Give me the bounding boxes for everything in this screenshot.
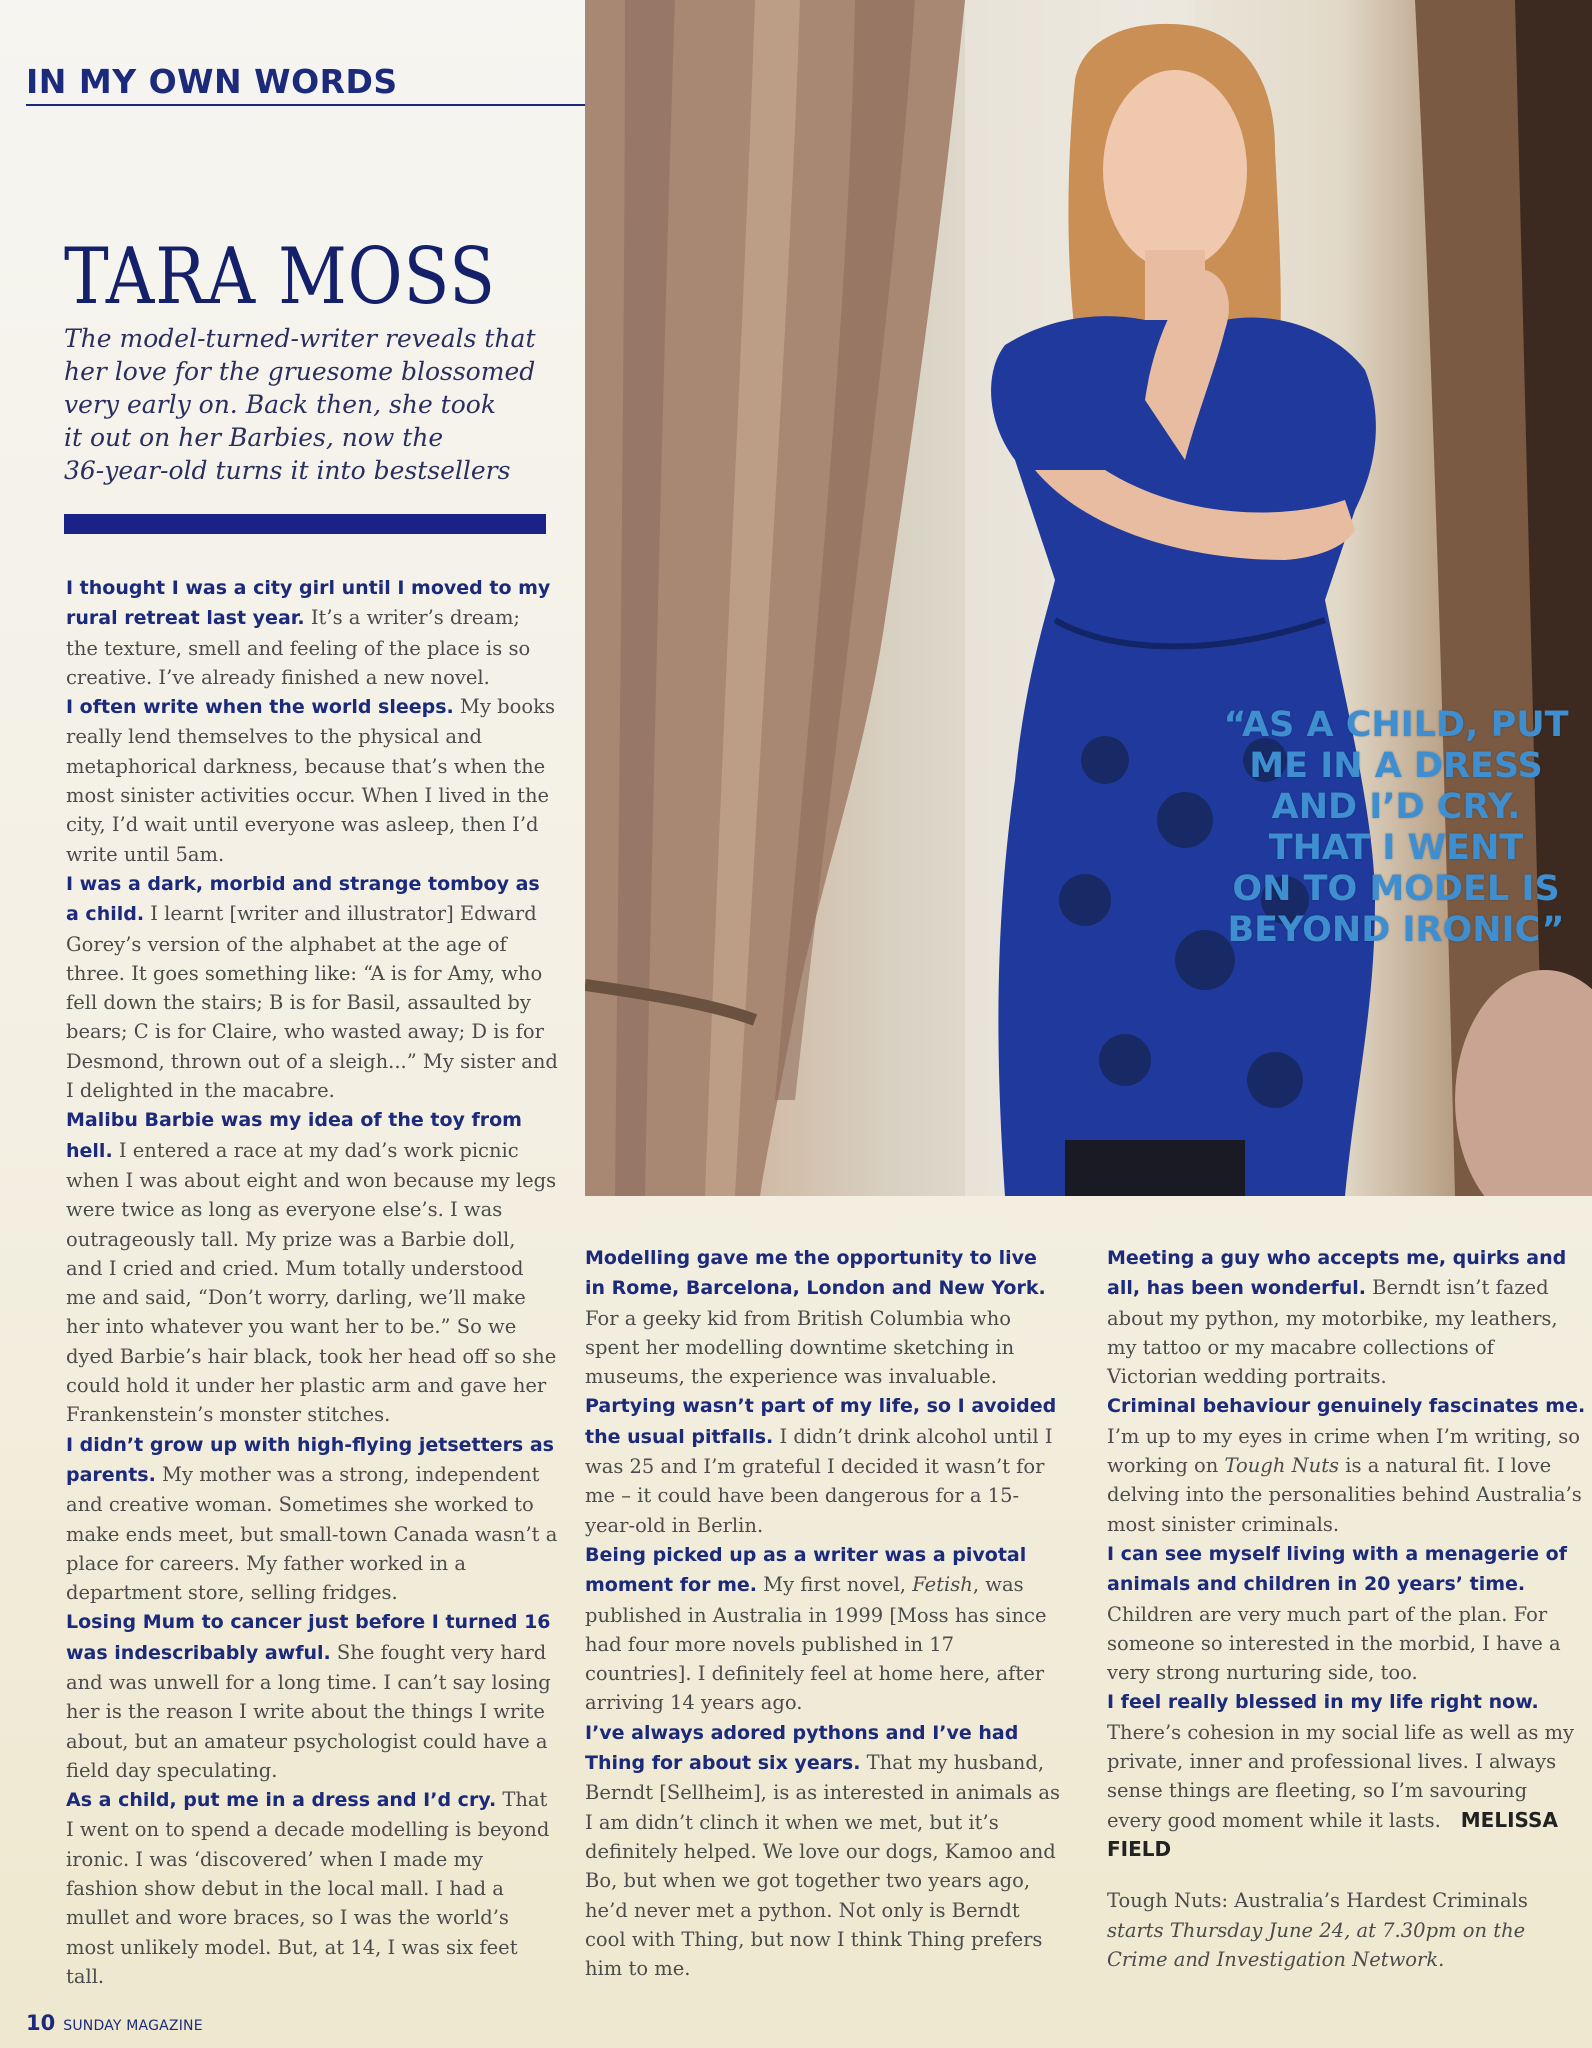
standfirst-line: it out on her Barbies, now the [64, 423, 444, 452]
paragraph-text: She fought very hard and was unwell for a long time. I can’t say losing her is the reason I write about the things I write about, but an amateur psychologist could have a field day speculating. [66, 1640, 551, 1782]
pull-quote-line: AND I’D CRY. [1271, 787, 1521, 827]
paragraph-text: There’s cohesion in my social life as well as my private, inner and professional lives. I always sense things are fleeting, so I’m savouring every good moment while it lasts. [1107, 1720, 1575, 1832]
tv-show-name: Tough Nuts: Australia’s Hardest Criminals [1107, 1889, 1528, 1913]
paragraph-lead: I was a dark, morbid and strange tomboy as a child. [66, 872, 540, 926]
pull-quote-line: BEYOND IRONIC” [1227, 910, 1565, 950]
paragraph-text: My books really lend themselves to the physical and metaphorical darkness, because that’s when the most sinister activities occur. When I lived in the city, I’d wait until everyone was asleep, then I’d write until 5am. [66, 695, 555, 866]
paragraph-text: It’s a writer’s dream; the texture, smell and feeling of the place is so creative. I’ve already finished a new novel. [66, 606, 531, 689]
paragraph-lead: I can see myself living with a menagerie of animals and children in 20 years’ time. [1107, 1542, 1567, 1596]
paragraph-text: Children are very much part of the plan. For someone so interested in the morbid, I have a very strong nurturing side, too. [1107, 1602, 1561, 1685]
byline: MELISSA FIELD [1107, 1807, 1558, 1861]
paragraph [66, 1105, 558, 1429]
paragraph-text: That I went on to spend a decade modelling is beyond ironic. I was ‘discovered’ when I made my fashion show debut in the local mall. I had a mullet and wore braces, so I was the world’s most unlikely model. But, at 14, I was six feet tall. [66, 1788, 550, 1988]
show-title: Tough Nuts [1224, 1454, 1340, 1478]
portrait-photo [585, 0, 1592, 1196]
page-number: 10 [26, 2011, 56, 2035]
body-column-1 [66, 573, 558, 1991]
paragraph-lead: Modelling gave me the opportunity to live in Rome, Barcelona, London and New York. [585, 1247, 1046, 1300]
paragraph [1107, 1391, 1587, 1538]
paragraph-lead: As a child, put me in a dress and I’d cry. [66, 1789, 497, 1812]
paragraph-text: My first novel, [756, 1573, 913, 1597]
paragraph [66, 692, 558, 869]
paragraph-lead: Meeting a guy who accepts me, quirks and all, has been wonderful. [1107, 1247, 1567, 1300]
pull-quote-line: ME IN A DRESS [1249, 746, 1543, 786]
book-title: Fetish [912, 1573, 973, 1597]
paragraph-text: I didn’t drink alcohol until I was 25 and I’m grateful I decided it wasn’t for me – it could have been dangerous for a 15-year-old in Berlin. [585, 1424, 1053, 1537]
pull-quote-line: THAT I WENT [1268, 828, 1524, 868]
pull-quote-line: ON TO MODEL IS [1232, 869, 1560, 909]
paragraph-lead: Losing Mum to cancer just before I turned 16 was indescribably awful. [66, 1611, 551, 1664]
standfirst-line: her love for the gruesome blossomed [64, 357, 536, 386]
paragraph [585, 1391, 1063, 1539]
paragraph-text: I entered a race at my dad’s work picnic when I was about eight and won because my legs were twice as long as everyone else’s. I was outrageously tall. My prize was a Barbie doll, and I cried and cried. Mum totally understood me and said, “Don’t worry, darling, we’ll make her into whatever you want her to be.” So we dyed Barbie’s hair black, took her head off so she could hold it under her plastic arm and gave her Frankenstein’s monster stitches. [66, 1138, 557, 1427]
paragraph [585, 1718, 1063, 1984]
body-column-2 [585, 1243, 1063, 1983]
paragraph-text: That my husband, Berndt [Sellheim], is as interested in animals as I am didn’t clinch it when we met, but it’s definitely helped. We love our dogs, Kamoo and Bo, but when we got together two years ago, he’d never met a python. Not only is Berndt cool with Thing, but now I think Thing prefers him to me. [585, 1751, 1061, 1981]
paragraph-lead: I didn’t grow up with high-flying jetsetters as parents. [66, 1433, 554, 1486]
section-title: IN MY OWN WORDS [26, 62, 398, 101]
paragraph [66, 573, 558, 692]
standfirst-line: 36-year-old turns it into bestsellers [64, 456, 511, 485]
article-title: TARA MOSS [64, 232, 496, 322]
paragraph [66, 1785, 558, 1991]
paragraph-text: For a geeky kid from British Columbia who spent her modelling downtime sketching in museums, the experience was invaluable. [585, 1306, 1015, 1389]
paragraph-text: is a natural fit. I love delving into the personalities behind Australia’s most sinister criminals. [1107, 1454, 1582, 1536]
paragraph-lead: Malibu Barbie was my idea of the toy from hell. [66, 1109, 522, 1162]
portrait-illustration [585, 0, 1592, 1196]
pull-quote-line: “AS A CHILD, PUT [1223, 705, 1569, 745]
paragraph [1107, 1539, 1587, 1687]
paragraph-text: Berndt isn’t fazed about my python, my motorbike, my leathers, my tattoo or my macabre collections of Victorian wedding portraits. [1107, 1276, 1558, 1389]
paragraph-lead: I thought I was a city girl until I moved to my rural retreat last year. [66, 577, 551, 630]
decorative-bar [64, 514, 546, 534]
standfirst [64, 322, 536, 487]
body-column-3 [1107, 1243, 1587, 1974]
page-folio [26, 2011, 203, 2035]
tv-listing [1107, 1886, 1587, 1974]
paragraph-text: , was published in Australia in 1999 [Moss has since had four more novels published in 17 countries]. I definitely feel at home here, after arriving 14 years ago. [585, 1573, 1047, 1715]
standfirst-line: very early on. Back then, she took [64, 390, 496, 419]
paragraph [1107, 1687, 1587, 1864]
paragraph-lead: Partying wasn’t part of my life, so I avoided the usual pitfalls. [585, 1395, 1057, 1448]
paragraph-text: I learnt [writer and illustrator] Edward Gorey’s version of the alphabet at the age of three. It goes something like: “A is for Amy, who fell down the stairs; B is for Basil, assaulted by bears; C is for Claire, who wasted away; D is for Desmond, thrown out of a sleigh...” My sister and I delighted in the macabre. [66, 902, 558, 1103]
paragraph [585, 1243, 1063, 1391]
paragraph [66, 1430, 558, 1608]
pull-quote [1210, 705, 1582, 951]
paragraph [66, 869, 558, 1105]
paragraph-text: My mother was a strong, independent and creative woman. Sometimes she worked to make ends meet, but small-town Canada wasn’t a place for careers. My father worked in a department store, selling fridges. [66, 1462, 558, 1605]
paragraph-lead: I’ve always adored pythons and I’ve had Thing for about six years. [585, 1721, 1019, 1775]
tv-show-details: starts Thursday June 24, at 7.30pm on the Crime and Investigation Network. [1107, 1918, 1526, 1971]
paragraph-lead: Being picked up as a writer was a pivotal moment for me. [585, 1543, 1027, 1597]
paragraph [66, 1607, 558, 1785]
paragraph [1107, 1243, 1587, 1391]
standfirst-line: The model-turned-writer reveals that [64, 324, 536, 353]
paragraph-lead: I often write when the world sleeps. [66, 696, 454, 719]
paragraph [585, 1540, 1063, 1718]
magazine-name: SUNDAY MAGAZINE [63, 2018, 203, 2034]
paragraph-lead: I feel really blessed in my life right now. [1107, 1691, 1539, 1714]
paragraph-text: I’m up to my eyes in crime when I’m writing, so working on [1107, 1424, 1580, 1478]
paragraph-lead: Criminal behaviour genuinely fascinates me. [1107, 1395, 1586, 1418]
